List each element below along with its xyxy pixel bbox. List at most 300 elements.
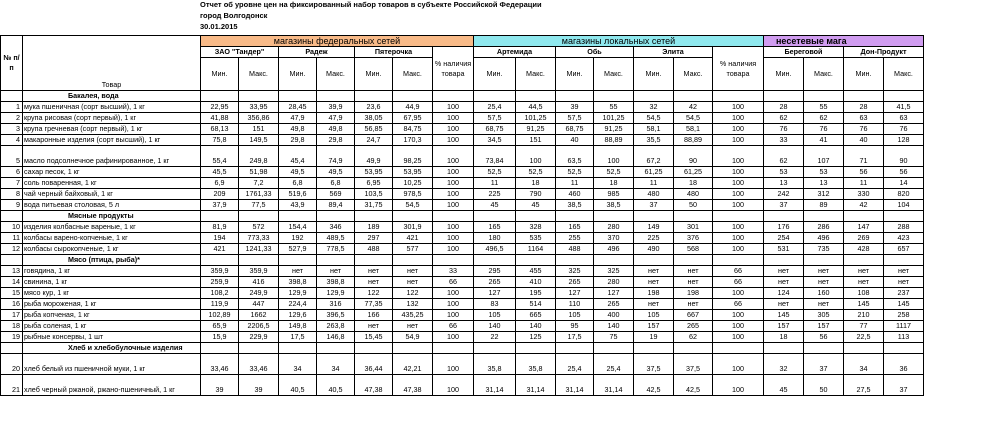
price-cell: 100	[713, 167, 764, 178]
price-cell: 77,35	[355, 299, 393, 310]
price-cell: 25,4	[474, 102, 516, 113]
price-cell: 100	[433, 167, 474, 178]
price-cell: 396,5	[317, 310, 355, 321]
price-cell: 105	[556, 310, 594, 321]
table-row	[1, 113, 924, 124]
price-cell: 421	[393, 233, 433, 244]
section-cell	[713, 343, 764, 354]
price-cell: 101,25	[516, 113, 556, 124]
price-cell: 62	[674, 332, 713, 343]
section-cell	[844, 91, 884, 102]
price-cell: 28	[844, 102, 884, 113]
price-cell: 286	[804, 222, 844, 233]
min-header: Мин.	[355, 58, 393, 91]
price-cell: 11	[556, 178, 594, 189]
store-tander: ЗАО "Тандер"	[201, 47, 279, 58]
price-cell: 35,8	[516, 354, 556, 375]
price-cell: 1164	[516, 244, 556, 255]
price-cell: 209	[201, 189, 239, 200]
price-cell: 265	[594, 299, 634, 310]
price-cell: 40,5	[279, 375, 317, 396]
price-cell: 100	[433, 354, 474, 375]
price-cell: 820	[884, 189, 924, 200]
price-cell: 10,25	[393, 178, 433, 189]
store-ob: Обь	[556, 47, 634, 58]
price-cell: 100	[713, 321, 764, 332]
section-cell	[201, 255, 239, 266]
price-cell: 229,9	[239, 332, 279, 343]
table-row	[1, 233, 924, 244]
section-cell	[674, 211, 713, 222]
price-cell: 37	[804, 354, 844, 375]
price-cell: 198	[674, 288, 713, 299]
price-cell: 122	[393, 288, 433, 299]
section-row	[1, 91, 924, 102]
price-cell: 127	[594, 288, 634, 299]
price-cell: 88,89	[674, 135, 713, 146]
price-cell: 61,25	[634, 167, 674, 178]
price-cell: 490	[634, 244, 674, 255]
price-cell: 496	[594, 244, 634, 255]
price-cell: 11	[474, 178, 516, 189]
table-row	[1, 146, 924, 167]
price-cell: 400	[594, 310, 634, 321]
price-cell: 89	[804, 200, 844, 211]
price-cell: 288	[884, 222, 924, 233]
price-cell: 140	[516, 321, 556, 332]
section-cell	[393, 343, 433, 354]
max-header: Макс.	[516, 58, 556, 91]
price-cell: 198	[634, 288, 674, 299]
price-cell: 50	[674, 200, 713, 211]
price-cell: 100	[713, 288, 764, 299]
price-cell: нет	[884, 277, 924, 288]
price-cell: 66	[713, 299, 764, 310]
price-cell: 28,45	[279, 102, 317, 113]
section-cell	[433, 255, 474, 266]
price-cell: 32	[634, 102, 674, 113]
price-cell: 41,5	[884, 102, 924, 113]
section-cell	[844, 255, 884, 266]
price-cell: 129,9	[279, 288, 317, 299]
price-cell: 100	[433, 332, 474, 343]
price-cell: 53,95	[355, 167, 393, 178]
section-title: Бакалея, вода	[23, 91, 201, 102]
price-cell: 356,86	[239, 113, 279, 124]
section-cell	[594, 343, 634, 354]
price-cell: 33,46	[239, 354, 279, 375]
price-cell: 102,89	[201, 310, 239, 321]
price-cell: 2206,5	[239, 321, 279, 332]
row-number: 7	[1, 178, 23, 189]
price-cell: 157	[804, 321, 844, 332]
section-cell	[279, 91, 317, 102]
price-cell: 127	[556, 288, 594, 299]
product-name: соль поваренная, 1 кг	[23, 178, 201, 189]
price-cell: 98,25	[393, 146, 433, 167]
section-cell	[239, 91, 279, 102]
price-cell: 100	[516, 146, 556, 167]
price-cell: 31,75	[355, 200, 393, 211]
price-cell: 33,95	[239, 102, 279, 113]
price-cell: 370	[594, 233, 634, 244]
price-cell: 100	[433, 124, 474, 135]
price-cell: 421	[201, 244, 239, 255]
price-cell: 6,8	[317, 178, 355, 189]
price-cell: 128	[884, 135, 924, 146]
section-cell	[433, 211, 474, 222]
price-cell: 122	[355, 288, 393, 299]
price-cell: 416	[239, 277, 279, 288]
section-cell	[764, 343, 804, 354]
price-cell: 45	[764, 375, 804, 396]
price-cell: 53	[804, 167, 844, 178]
section-cell	[764, 255, 804, 266]
table-row	[1, 167, 924, 178]
price-cell: 157	[764, 321, 804, 332]
price-cell: 36,44	[355, 354, 393, 375]
price-cell: 210	[844, 310, 884, 321]
price-cell: 56	[844, 167, 884, 178]
section-spacer	[1, 255, 23, 266]
price-cell: 101,25	[594, 113, 634, 124]
min-header: Мин.	[279, 58, 317, 91]
price-cell: 54,5	[674, 113, 713, 124]
section-cell	[594, 211, 634, 222]
price-cell: 89,4	[317, 200, 355, 211]
price-cell: 31,14	[516, 375, 556, 396]
price-cell: 488	[355, 244, 393, 255]
price-cell: 129,6	[279, 310, 317, 321]
price-cell: 140	[474, 321, 516, 332]
min-header: Мин.	[764, 58, 804, 91]
product-name: говядина, 1 кг	[23, 266, 201, 277]
price-cell: 63	[884, 113, 924, 124]
price-cell: 280	[594, 222, 634, 233]
table-row	[1, 222, 924, 233]
price-cell: 225	[634, 233, 674, 244]
price-cell: 176	[764, 222, 804, 233]
price-cell: 192	[279, 233, 317, 244]
price-cell: 17,5	[279, 332, 317, 343]
section-cell	[239, 211, 279, 222]
section-cell	[317, 343, 355, 354]
price-cell: 145	[844, 299, 884, 310]
section-cell	[355, 343, 393, 354]
product-name: колбасы варено-копченые, 1 кг	[23, 233, 201, 244]
price-cell: 53	[764, 167, 804, 178]
price-cell: нет	[634, 277, 674, 288]
price-cell: 71	[844, 146, 884, 167]
price-cell: 170,3	[393, 135, 433, 146]
row-number: 8	[1, 189, 23, 200]
price-cell: 325	[556, 266, 594, 277]
section-cell	[474, 91, 516, 102]
price-cell: 480	[634, 189, 674, 200]
price-cell: 1662	[239, 310, 279, 321]
section-cell	[634, 343, 674, 354]
price-cell: 17,5	[556, 332, 594, 343]
price-cell: нет	[393, 266, 433, 277]
price-cell: нет	[355, 277, 393, 288]
price-cell: 77	[844, 321, 884, 332]
price-cell: 100	[433, 135, 474, 146]
price-cell: 100	[713, 102, 764, 113]
section-title: Хлеб и хлебобулочные изделия	[23, 343, 201, 354]
price-cell: 75,8	[201, 135, 239, 146]
product-name: хлеб черный ржаной, ржано-пшеничный, 1 кг	[23, 375, 201, 396]
section-cell	[844, 343, 884, 354]
min-header: Мин.	[634, 58, 674, 91]
price-cell: 55	[594, 102, 634, 113]
price-cell: 435,25	[393, 310, 433, 321]
price-cell: 657	[884, 244, 924, 255]
price-cell: нет	[355, 321, 393, 332]
price-cell: нет	[393, 321, 433, 332]
table-row	[1, 266, 924, 277]
price-cell: 35,5	[634, 135, 674, 146]
price-table	[0, 35, 924, 396]
row-number: 1	[1, 102, 23, 113]
price-cell: 76	[804, 124, 844, 135]
table-row	[1, 321, 924, 332]
price-cell: 45	[474, 200, 516, 211]
price-cell: нет	[634, 266, 674, 277]
group-federal: магазины федеральных сетей	[201, 36, 474, 47]
price-cell: 6,9	[201, 178, 239, 189]
price-cell: 301	[674, 222, 713, 233]
price-cell: 29,8	[279, 135, 317, 146]
section-spacer	[1, 211, 23, 222]
section-spacer	[1, 91, 23, 102]
price-cell: 100	[713, 200, 764, 211]
table-row	[1, 354, 924, 375]
price-cell: 124	[764, 288, 804, 299]
price-cell: 76	[884, 124, 924, 135]
price-cell: 265	[474, 277, 516, 288]
price-cell: 33	[764, 135, 804, 146]
table-row	[1, 375, 924, 396]
price-cell: 132	[393, 299, 433, 310]
price-cell: 57,5	[474, 113, 516, 124]
price-cell: 194	[201, 233, 239, 244]
table-row	[1, 277, 924, 288]
price-cell: 28	[764, 102, 804, 113]
price-cell: 90	[884, 146, 924, 167]
price-cell: 52,5	[474, 167, 516, 178]
section-cell	[279, 343, 317, 354]
row-number: 11	[1, 233, 23, 244]
price-cell: 49,8	[317, 124, 355, 135]
price-cell: 146,8	[317, 332, 355, 343]
price-cell: 54,5	[634, 113, 674, 124]
price-cell: 81,9	[201, 222, 239, 233]
price-cell: нет	[804, 299, 844, 310]
price-cell: 40,5	[317, 375, 355, 396]
price-cell: 1241,33	[239, 244, 279, 255]
price-cell: 113	[884, 332, 924, 343]
price-cell: 254	[764, 233, 804, 244]
report-city: город Волгодонск	[200, 11, 268, 20]
group-nonchain: несетевые мага	[764, 36, 924, 47]
price-cell: 49,5	[317, 167, 355, 178]
price-cell: 31,14	[556, 375, 594, 396]
price-cell: 790	[516, 189, 556, 200]
section-cell	[239, 255, 279, 266]
section-cell	[884, 91, 924, 102]
price-cell: 42,5	[634, 375, 674, 396]
section-cell	[393, 91, 433, 102]
price-cell: 569	[317, 189, 355, 200]
price-cell: 100	[713, 332, 764, 343]
price-cell: 100	[713, 113, 764, 124]
price-cell: 56,85	[355, 124, 393, 135]
price-cell: 316	[317, 299, 355, 310]
section-cell	[474, 255, 516, 266]
num-header: № п/п	[1, 36, 23, 91]
price-cell: 39	[201, 375, 239, 396]
price-cell: 55,4	[201, 146, 239, 167]
price-cell: 265	[674, 321, 713, 332]
section-cell	[884, 255, 924, 266]
table-row	[1, 200, 924, 211]
price-cell: 295	[474, 266, 516, 277]
pct-header-federal: % наличия товара	[433, 47, 474, 91]
price-cell: 68,75	[474, 124, 516, 135]
section-cell	[393, 211, 433, 222]
price-cell: 13	[764, 178, 804, 189]
section-spacer	[1, 343, 23, 354]
store-artemida: Артемида	[474, 47, 556, 58]
price-cell: 151	[516, 135, 556, 146]
price-cell: 57,5	[556, 113, 594, 124]
section-cell	[516, 343, 556, 354]
price-cell: 249,8	[239, 146, 279, 167]
price-cell: 52,5	[556, 167, 594, 178]
price-cell: 100	[713, 135, 764, 146]
price-cell: 67,2	[634, 146, 674, 167]
price-cell: 73,84	[474, 146, 516, 167]
price-cell: 32	[764, 354, 804, 375]
price-cell: 100	[713, 178, 764, 189]
max-header: Макс.	[239, 58, 279, 91]
price-cell: 24,7	[355, 135, 393, 146]
price-cell: 45,4	[279, 146, 317, 167]
price-cell: 7,2	[239, 178, 279, 189]
price-cell: 76	[764, 124, 804, 135]
price-cell: 189	[355, 222, 393, 233]
price-cell: 225	[474, 189, 516, 200]
row-number: 6	[1, 167, 23, 178]
price-cell: 255	[556, 233, 594, 244]
price-cell: 149,8	[279, 321, 317, 332]
price-cell: 496	[804, 233, 844, 244]
price-cell: 37	[634, 200, 674, 211]
price-cell: 978,5	[393, 189, 433, 200]
price-cell: 18	[516, 178, 556, 189]
price-cell: 100	[433, 244, 474, 255]
price-cell: 37,5	[674, 354, 713, 375]
section-cell	[634, 211, 674, 222]
price-cell: 100	[594, 146, 634, 167]
price-cell: 428	[844, 244, 884, 255]
group-local: магазины локальных сетей	[474, 36, 764, 47]
price-cell: 88,89	[594, 135, 634, 146]
pct-header-local: % наличия товара	[713, 47, 764, 91]
max-header: Макс.	[393, 58, 433, 91]
price-cell: 15,45	[355, 332, 393, 343]
price-cell: 447	[239, 299, 279, 310]
row-number: 17	[1, 310, 23, 321]
price-cell: 108	[844, 288, 884, 299]
price-cell: 47,38	[393, 375, 433, 396]
price-cell: 488	[556, 244, 594, 255]
product-name: мука пшеничная (сорт высший), 1 кг	[23, 102, 201, 113]
section-cell	[804, 211, 844, 222]
section-title: Мясо (птица, рыба)*	[23, 255, 201, 266]
price-cell: 13	[804, 178, 844, 189]
price-cell: 29,8	[317, 135, 355, 146]
table-row	[1, 299, 924, 310]
section-cell	[279, 211, 317, 222]
price-cell: 667	[674, 310, 713, 321]
section-cell	[516, 211, 556, 222]
table-row	[1, 310, 924, 321]
price-cell: 11	[634, 178, 674, 189]
product-name: вода питьевая столовая, 5 л	[23, 200, 201, 211]
price-cell: нет	[674, 299, 713, 310]
price-cell: 55	[804, 102, 844, 113]
price-cell: 61,25	[674, 167, 713, 178]
price-cell: 18	[594, 178, 634, 189]
price-cell: 259,9	[201, 277, 239, 288]
price-cell: 56	[804, 332, 844, 343]
price-cell: нет	[884, 266, 924, 277]
price-cell: 280	[594, 277, 634, 288]
section-cell	[844, 211, 884, 222]
section-cell	[556, 211, 594, 222]
section-cell	[201, 91, 239, 102]
section-cell	[433, 91, 474, 102]
max-header: Макс.	[804, 58, 844, 91]
price-cell: 100	[713, 124, 764, 135]
price-cell: нет	[804, 277, 844, 288]
price-cell: 62	[764, 113, 804, 124]
price-cell: 62	[764, 146, 804, 167]
price-cell: 36	[884, 354, 924, 375]
product-name: свинина, 1 кг	[23, 277, 201, 288]
section-cell	[393, 255, 433, 266]
price-cell: 62	[804, 113, 844, 124]
price-cell: 22	[474, 332, 516, 343]
price-cell: 45	[516, 200, 556, 211]
price-cell: 410	[516, 277, 556, 288]
price-cell: 129,9	[317, 288, 355, 299]
price-cell: 100	[713, 375, 764, 396]
price-cell: 100	[433, 288, 474, 299]
price-cell: 58,1	[674, 124, 713, 135]
table-row	[1, 102, 924, 113]
price-cell: 22,95	[201, 102, 239, 113]
price-cell: 535	[516, 233, 556, 244]
price-cell: 359,9	[201, 266, 239, 277]
price-cell: 398,8	[317, 277, 355, 288]
store-pyaterochka: Пятерочка	[355, 47, 433, 58]
price-cell: 33	[433, 266, 474, 277]
row-number: 14	[1, 277, 23, 288]
price-cell: 107	[804, 146, 844, 167]
section-cell	[556, 91, 594, 102]
